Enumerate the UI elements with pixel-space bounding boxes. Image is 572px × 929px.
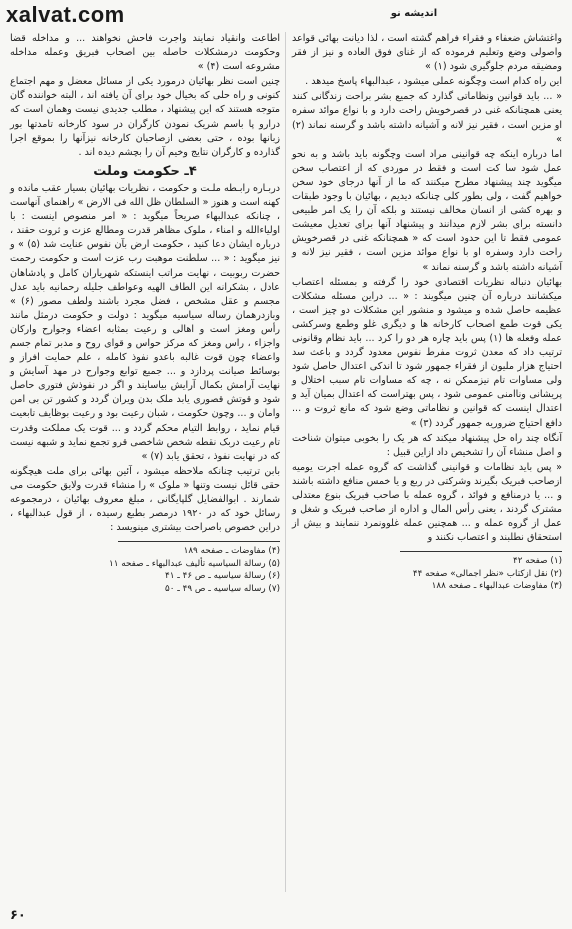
right-column [292,32,562,593]
page-number: ۶۰ [10,908,26,923]
footnote: (۷) رساله سیاسیه ـ ص ۴۹ ـ ۵۰ [164,583,280,594]
paragraph: واغتشاش ضعفاء و فقراء فراهم گشته است ، لذا دیانت بهائی قواعد واصولی وضع وتعلیم فرموده که از غنای فوق العاده و نیز از فقر ومضیقه مردم جلوگیری شود (۱) » [292,33,562,73]
footnote-rule [118,541,280,542]
section-heading: ۴ـ حکومت وملت [93,163,197,179]
paragraph: بابن ترتیب چنانکه ملاحظه میشود ، آئین بهائی برای ملت هیچگونه حقی قائل نیست وتنها « ملوک » را منشاء قدرت ولایق حکومت می شمارند . ابوالفضایل گلپایگانی ، مبلغ معروف بهائیان ، درمجموعه رسائل خود که در ۱۹۲۰ درمصر بطبع رسیده ، از قول عبدالبهاء ، دراین خصوص باصراحت بیشتری مینویسد : [10,465,280,534]
column-divider [285,32,286,892]
footnote: (۲) نقل ازکتاب «نظر اجمالی» صفحه ۴۴ [412,568,562,579]
paragraph: اطاعت وانقیاد نمایند واجرت فاحش نخواهند ... و مداخله قضا وحکومت درمشکلات حاصله بین اصحاب فبریق وعمله مداخله مشروعه است (۴) » [10,33,280,73]
site-watermark: xalvat.com [6,2,125,27]
running-header: اندیشه نو [390,8,438,19]
paragraph: « پس باید نظامات و قوانینی گذاشت که گروه عمله اجرت یومیه ازصاحب فبریک بگیرند وشرکتی در ربع و یا خمس منافع داشته باشند و ... یا درمنافع و فوائد ، گروه عمله با صاحب فبریک بنوع معتدلی مشترک گردند ، یعنی رأس المال و اداره از صاحب فبریک و شغل و عمل از گروه عمله و ... همچنین عمله غلوونمرد ننمایند و بیش از استحقاق نطلبند و اعتصاب نکنند و [292,461,562,544]
paragraph: این راه کدام است وچگونه عملی میشود ، عبدالبهاء پاسخ میدهد . [305,76,562,88]
paragraph: بهائیان دنباله نظریات اقتصادی خود را گرفته و بمسئله اعتصاب میکشانند درباره آن چنین میگویند : « ... دراین مسئله مشکلات عظیمه حاصل شده و میشود و منشور این مشکلات دو چیز است ، یکی قوت طمع اصحاب کارخانه ها و دیگری غلو وطمع وسرکشی عمله وفعله ها (۱) پس باید چاره هر دو را کرد ... باید نظام وقانونی ترتیب داد که معدن ثروت مفرط نفوس معدود گردد و باعث سد احتیاج هزار ملیون از فقراء جمهور شود تا اندکی اعتدال حاصل شود ولی مساوات تام نیزممکن نه ، چه که مساوات تام سبب اختلال و پریشانی وناامنی عمومی شود ، پس بهتراست که اعتدال بمیان آید و اعتدال اینست که قوانین و نظاماتی وضع شود که مانع ثروت و ... دافع احتیاج ضروریه جمهور گردد (۳) » [292,276,562,429]
paragraph: اما درباره اینکه چه قوانینی مراد است وچگونه باید باشد و به نحو عمل شود سا کت است و فقط در موردی که از اعتصاب سخن میگوید چند پیشنهاد مطرح میکنند که ما از آنها درجای خود سخن خواهیم گفت ، ولی بطور کلی چنانکه دیدیم ، بهائیان با وجود طبقات و بهره کشی از انسان مخالف نیستند و بلکه آن را یک امر طبیعی دانسته برای بشر لازم میدانند و پیشنهاد آنها برای تعدیل معیشت عمومی فقط تا این حدود است که « همچنانکه غنی در قصرخویش راحت دارد وسفره او با نواع موائد مزین است ، فقیر نیز لانه و آشیانه داشته باشد و گرسنه نماند » [292,148,562,273]
footnote-rule [400,551,562,552]
footnote: (۳) مفاوضات عبدالبهاء ـ صفحه ۱۸۸ [431,581,562,592]
paragraph: دربـاره رابـطه ملـت و حکومت ، نظریات بهائیان بسیار عقب مانده و کهنه است و هنوز « السلطان ظل الله فی الارض » راهنمای آنهاست ، چنانکه عبدالبهاء صریحاً میگوید : « امر منصوص اینست : با اولیاءالله و امناء ، ملوک مظاهر قدرت ومطالع عزت و ثروت حقند ، درباره ایشان دعا کنید ، حکومت ارض بآن نفوس عنایت شد (۵) » و نیز میگوید : « ... سلطنت موهبت رب عزت است و حکومت رحمت حضرت ربوبیت ، نهایت مراتب اینستکه شهریاران کامل و پادشاهان عادل ، بشکرانه این الطاف الهیه وعواطف جلیله رحمانیه باید عدل مجسم و عقل مشخص ، فضل مجرد باشند ولطف مصور (۶) » وبازدرهمان رساله سیاسیه میگوید : دولت و حکومت درمثل مانند رأس ومغز است و اهالی و رعیت بمثابه اعضاء وجوارح وارکان واجزاء ، راس ومغز که مرکز حواس و قوای روح و مدبر تمام جسم واعضاء چون قوت غالبه باعدو نفوذ کامله ، علم حمایت افراز و بوسائط صیانت پردازد و ... جمیع توابع وجوارح در مهد آسایش و نهایت آرامش بکمال آرایش بیاسایند و اگر در نفوذش فتوری حاصل شود و قوتش قصوری یابد ملک بدن ویران گردد و کشور تن بی امن وامان و ... وچون حکومت ، شبان رعیت بود و رعیت بوظایف تابعیت قیام نماید ، روابط التیام محکم گردد و ... قوت یک مملکت وقدرت تام رعیت دربک نقطه شخص شاخصی قرو تجمع نماید و شبهه نیست که در نهایت نفوذ ، تحقق یابد (۷) » [10,182,280,462]
footnotes [10,545,280,595]
footnote: (۴) مفاوضات ـ صفحه ۱۸۹ [183,546,280,557]
footnote: (۱) صفحه ۴۲ [513,556,562,567]
paragraph: « ... باید قوانین ونظاماتی گذارد که جمیع بشر براحت زندگانی کنند یعنی همچنانکه غنی در قصرخویش راحت دارد و با نواع موائد سفره او مزین است ، فقیر نیز لانه و آشیانه داشته باشد و گرسنه نماند (۲) » [292,91,562,145]
paragraph: آنگاه چند راه حل پیشنهاد میکند که هر یک را بخوبی میتوان شناخت و اصل منشاء آن را تشخیص داد ازاین قبیل : [292,432,562,458]
footnote: (۵) رسالة السیاسیه تألیف عبدالبهاء ـ صفحه ۱۱ [108,558,280,569]
footnote: (۶) رسالهٔ سیاسیه ـ ص ۴۶ ـ ۴۱ [164,571,280,582]
footnotes [292,555,562,592]
left-column [10,32,280,595]
paragraph: چنین است نظر بهائیان درمورد یکی از مسائل معضل و مهم اجتماع کنونی و راه حلی که بخیال خود برای آن یافته اند ، البته خواننده گان متوجه هستند که این پیشنهاد ، مطلب جدیدی نیست وهمان است که درارو پا باسم شریک نمودن کارگران در سود کارخانه تامدتها بور زبانها بوده ، حتی بعضی ازصاحبان کارخانه نیزآنها را بموقع اجرا گذارده و کارگران نتایج وخیم آن را بچشم دیده اند . [10,76,280,158]
